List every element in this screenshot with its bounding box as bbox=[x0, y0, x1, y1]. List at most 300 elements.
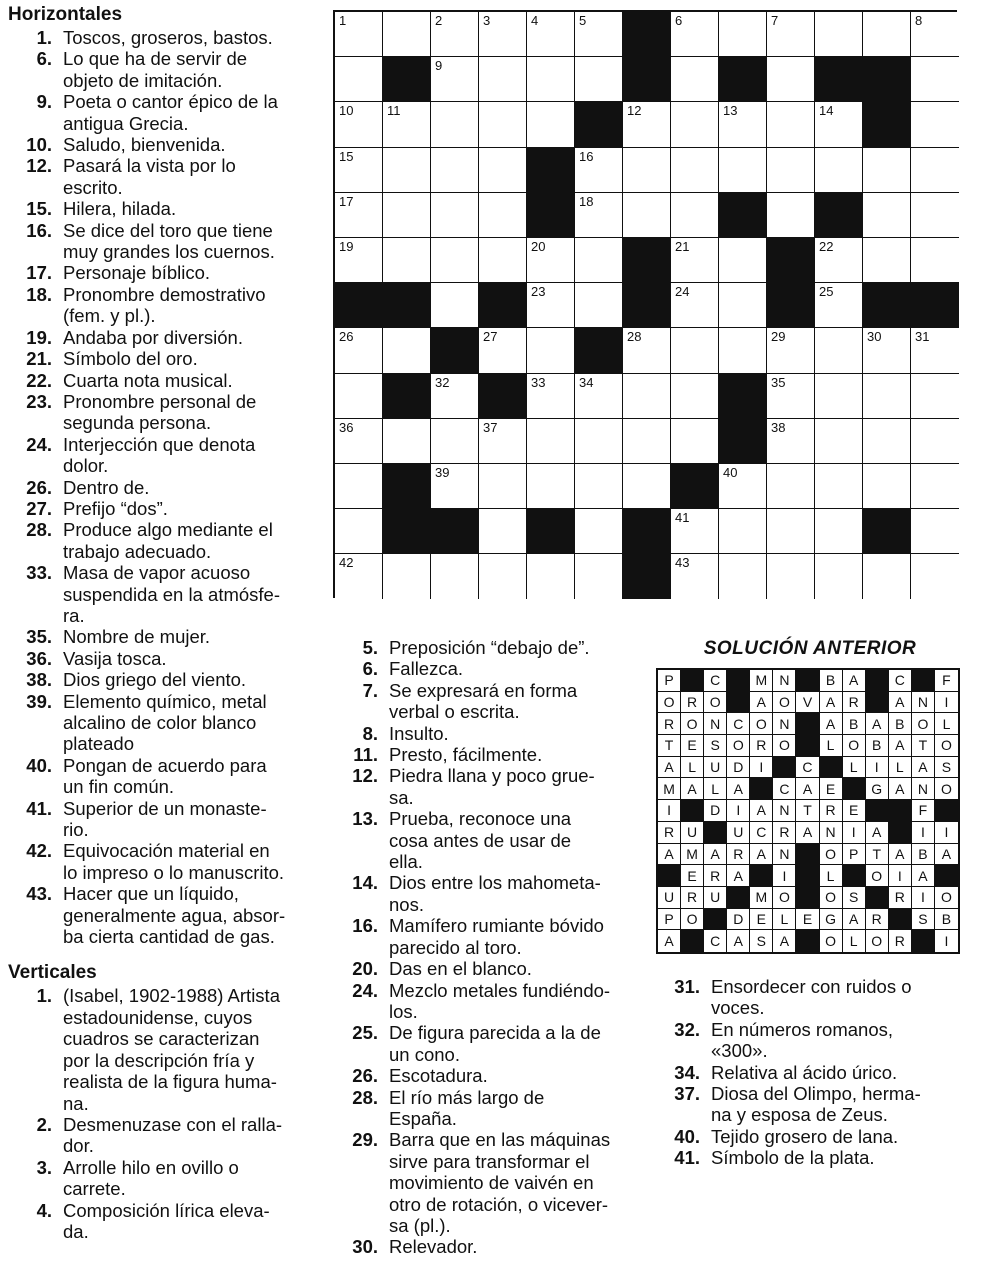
grid-cell[interactable] bbox=[431, 193, 479, 238]
solution-cell: A bbox=[658, 757, 681, 779]
grid-cell[interactable] bbox=[815, 238, 863, 283]
grid-cell[interactable] bbox=[767, 554, 815, 599]
solution-cell: O bbox=[866, 930, 889, 952]
solution-cell: L bbox=[704, 778, 727, 800]
clue-number: 27. bbox=[26, 497, 52, 519]
grid-cell[interactable] bbox=[911, 509, 959, 554]
grid-cell[interactable] bbox=[431, 238, 479, 283]
grid-cell[interactable] bbox=[575, 283, 623, 328]
clue-text: Prefijo “dos”. bbox=[63, 497, 168, 519]
clue-text: De figura parecida a la de un cono. bbox=[389, 1022, 601, 1065]
clue-item bbox=[8, 391, 318, 434]
solution-cell: E bbox=[681, 865, 704, 887]
grid-cell[interactable] bbox=[335, 193, 383, 238]
grid-cell[interactable] bbox=[815, 509, 863, 554]
grid-cell[interactable] bbox=[335, 148, 383, 193]
cell-number: 10 bbox=[339, 103, 354, 119]
grid-cell[interactable] bbox=[863, 148, 911, 193]
solution-cell: A bbox=[866, 822, 889, 844]
solution-cell: G bbox=[820, 909, 843, 931]
black-square bbox=[767, 283, 815, 328]
grid-cell[interactable] bbox=[575, 509, 623, 554]
clue-text: Pronombre demostrativo (fem. y pl.). bbox=[63, 283, 266, 327]
grid-cell[interactable] bbox=[335, 57, 383, 102]
clue-text: Arrolle hilo en ovillo o carrete. bbox=[63, 1156, 239, 1200]
solution-cell: M bbox=[750, 670, 773, 692]
clue-text: Ensordecer con ruidos o voces. bbox=[711, 976, 912, 1019]
grid-cell[interactable] bbox=[671, 419, 719, 464]
grid-cell[interactable] bbox=[911, 238, 959, 283]
clue-item bbox=[8, 519, 318, 562]
solution-cell: A bbox=[935, 844, 958, 866]
black-square bbox=[431, 328, 479, 373]
clue-item bbox=[8, 370, 318, 391]
cell-number: 26 bbox=[339, 329, 354, 345]
grid-cell[interactable] bbox=[575, 554, 623, 599]
solution-cell: R bbox=[889, 930, 912, 952]
grid-cell[interactable] bbox=[671, 57, 719, 102]
clue-item bbox=[8, 648, 318, 669]
clue-text: Das en el blanco. bbox=[389, 958, 532, 980]
grid-cell[interactable] bbox=[527, 554, 575, 599]
grid-cell[interactable] bbox=[911, 57, 959, 102]
grid-cell[interactable] bbox=[479, 12, 527, 57]
cell-number: 28 bbox=[627, 329, 642, 345]
cell-number: 16 bbox=[579, 148, 594, 164]
cell-number: 6 bbox=[675, 13, 683, 28]
solution-cell: R bbox=[843, 692, 866, 714]
clue-text: Lo que ha de servir de objeto de imitación. bbox=[63, 48, 248, 91]
grid-cell[interactable] bbox=[671, 509, 719, 554]
clue-text: Saludo, bienvenida. bbox=[63, 134, 226, 156]
clue-text: Hacer que un líquido, generalmente agua, absor- ba cierta cantidad de gas. bbox=[63, 883, 286, 948]
solution-cell: O bbox=[935, 778, 958, 800]
solution-cell: A bbox=[727, 865, 750, 887]
grid-cell[interactable] bbox=[383, 238, 431, 283]
clue-item bbox=[8, 262, 318, 283]
grid-cell[interactable] bbox=[527, 374, 575, 419]
grid-cell[interactable] bbox=[431, 554, 479, 599]
black-square bbox=[815, 193, 863, 238]
clue-number: 29. bbox=[352, 1129, 378, 1151]
solution-cell: O bbox=[750, 713, 773, 735]
grid-cell[interactable] bbox=[863, 193, 911, 238]
grid-cell[interactable] bbox=[815, 374, 863, 419]
grid-cell[interactable] bbox=[383, 554, 431, 599]
grid-cell[interactable] bbox=[431, 374, 479, 419]
clue-number: 42. bbox=[26, 840, 52, 862]
clue-number: 6. bbox=[36, 48, 52, 70]
grid-cell[interactable] bbox=[335, 509, 383, 554]
cell-number: 41 bbox=[675, 510, 690, 526]
clue-item bbox=[334, 658, 644, 679]
solution-cell: O bbox=[866, 865, 889, 887]
solution-cell: U bbox=[704, 757, 727, 779]
clue-item bbox=[8, 220, 318, 263]
grid-cell[interactable] bbox=[719, 464, 767, 509]
clue-number: 23. bbox=[26, 390, 52, 412]
grid-cell[interactable] bbox=[335, 419, 383, 464]
grid-cell[interactable] bbox=[527, 57, 575, 102]
verticales-clue-list-left bbox=[8, 985, 318, 1242]
solution-cell: L bbox=[889, 757, 912, 779]
grid-cell[interactable] bbox=[335, 464, 383, 509]
solution-cell: S bbox=[843, 887, 866, 909]
grid-cell[interactable] bbox=[575, 12, 623, 57]
black-square bbox=[335, 283, 383, 328]
grid-cell[interactable] bbox=[815, 554, 863, 599]
black-square bbox=[383, 374, 431, 419]
grid-cell[interactable] bbox=[527, 102, 575, 147]
grid-cell[interactable] bbox=[863, 238, 911, 283]
solution-cell: E bbox=[750, 909, 773, 931]
solution-black-square bbox=[796, 670, 819, 692]
solution-cell: B bbox=[935, 909, 958, 931]
clue-item bbox=[334, 637, 644, 658]
solution-cell: C bbox=[889, 670, 912, 692]
clue-item bbox=[8, 477, 318, 498]
grid-cell[interactable] bbox=[623, 328, 671, 373]
grid-cell[interactable] bbox=[863, 554, 911, 599]
clue-number: 24. bbox=[26, 433, 52, 455]
clue-text: Barra que en las máquinas sirve para transformar el movimiento de vaivén en otro de rotación, o vicever- sa (pl.). bbox=[389, 1129, 611, 1236]
cell-number: 40 bbox=[723, 464, 738, 480]
solution-cell: T bbox=[796, 800, 819, 822]
grid-cell[interactable] bbox=[671, 374, 719, 419]
solution-cell: R bbox=[681, 692, 704, 714]
solution-cell: D bbox=[727, 909, 750, 931]
grid-cell[interactable] bbox=[767, 102, 815, 147]
grid-cell[interactable] bbox=[335, 328, 383, 373]
solution-cell: A bbox=[727, 930, 750, 952]
grid-cell[interactable] bbox=[671, 238, 719, 283]
grid-cell[interactable] bbox=[383, 328, 431, 373]
grid-cell[interactable] bbox=[383, 12, 431, 57]
black-square bbox=[719, 193, 767, 238]
grid-cell[interactable] bbox=[623, 148, 671, 193]
cell-number: 1 bbox=[339, 13, 347, 28]
clue-item bbox=[8, 198, 318, 219]
solution-cell: B bbox=[889, 713, 912, 735]
clue-number: 35. bbox=[26, 626, 52, 648]
clue-text: Símbolo de la plata. bbox=[711, 1147, 875, 1169]
grid-cell[interactable] bbox=[671, 554, 719, 599]
clue-number: 3. bbox=[36, 1156, 52, 1178]
grid-cell[interactable] bbox=[815, 283, 863, 328]
grid-cell[interactable] bbox=[479, 148, 527, 193]
solution-cell: A bbox=[658, 930, 681, 952]
grid-cell[interactable] bbox=[815, 148, 863, 193]
solution-cell: C bbox=[704, 670, 727, 692]
grid-cell[interactable] bbox=[623, 193, 671, 238]
clue-text: Hilera, hilada. bbox=[63, 198, 177, 220]
grid-cell[interactable] bbox=[767, 509, 815, 554]
cell-number: 36 bbox=[339, 419, 354, 435]
clue-text: Composición lírica eleva- da. bbox=[63, 1199, 270, 1242]
grid-cell[interactable] bbox=[671, 148, 719, 193]
clue-item bbox=[656, 1062, 956, 1083]
solution-cell: A bbox=[750, 692, 773, 714]
grid-cell[interactable] bbox=[719, 102, 767, 147]
grid-cell[interactable] bbox=[575, 238, 623, 283]
clue-number: 1. bbox=[36, 27, 52, 48]
solution-cell: A bbox=[843, 909, 866, 931]
clue-item bbox=[8, 883, 318, 947]
clue-number: 28. bbox=[352, 1086, 378, 1108]
grid-cell[interactable] bbox=[479, 554, 527, 599]
black-square bbox=[623, 238, 671, 283]
clue-text: Mamífero rumiante bóvido parecido al toro. bbox=[389, 915, 604, 958]
solution-cell: A bbox=[843, 670, 866, 692]
black-square bbox=[767, 238, 815, 283]
solution-cell: I bbox=[773, 865, 796, 887]
clue-item bbox=[656, 1019, 956, 1062]
clue-number: 2. bbox=[36, 1113, 52, 1135]
solution-black-square bbox=[796, 713, 819, 735]
solution-cell: E bbox=[681, 735, 704, 757]
clue-number: 19. bbox=[26, 326, 52, 348]
grid-cell[interactable] bbox=[767, 57, 815, 102]
clue-text: Dentro de. bbox=[63, 476, 150, 498]
clue-number: 41. bbox=[26, 797, 52, 819]
grid-cell[interactable] bbox=[479, 509, 527, 554]
solution-black-square bbox=[750, 778, 773, 800]
grid-cell[interactable] bbox=[815, 419, 863, 464]
grid-cell[interactable] bbox=[911, 374, 959, 419]
solution-cell: O bbox=[843, 735, 866, 757]
grid-cell[interactable] bbox=[479, 238, 527, 283]
black-square bbox=[623, 12, 671, 57]
grid-cell[interactable] bbox=[671, 328, 719, 373]
clue-number: 14. bbox=[352, 872, 378, 894]
grid-cell[interactable] bbox=[911, 328, 959, 373]
grid-cell[interactable] bbox=[575, 374, 623, 419]
grid-cell[interactable] bbox=[719, 148, 767, 193]
grid-cell[interactable] bbox=[335, 554, 383, 599]
grid-cell[interactable] bbox=[431, 148, 479, 193]
solution-cell: P bbox=[843, 844, 866, 866]
solution-cell: R bbox=[866, 909, 889, 931]
solution-cell: R bbox=[704, 865, 727, 887]
clue-text: Pongan de acuerdo para un fin común. bbox=[63, 754, 267, 798]
solution-cell: O bbox=[658, 692, 681, 714]
grid-cell[interactable] bbox=[431, 464, 479, 509]
solution-black-square bbox=[912, 670, 935, 692]
grid-cell[interactable] bbox=[527, 238, 575, 283]
grid-cell[interactable] bbox=[911, 554, 959, 599]
solution-black-square bbox=[935, 800, 958, 822]
clue-number: 9. bbox=[36, 91, 52, 113]
solution-cell: S bbox=[704, 735, 727, 757]
clue-text: En números romanos, «300». bbox=[711, 1018, 894, 1062]
grid-cell[interactable] bbox=[815, 12, 863, 57]
grid-cell[interactable] bbox=[623, 374, 671, 419]
solution-black-square bbox=[866, 692, 889, 714]
grid-cell[interactable] bbox=[911, 464, 959, 509]
grid-cell[interactable] bbox=[431, 12, 479, 57]
solution-black-square bbox=[866, 887, 889, 909]
grid-cell[interactable] bbox=[623, 419, 671, 464]
cell-number: 29 bbox=[771, 329, 786, 345]
grid-cell[interactable] bbox=[527, 283, 575, 328]
clue-number: 21. bbox=[26, 348, 52, 370]
solution-cell: U bbox=[658, 887, 681, 909]
clue-number: 16. bbox=[26, 219, 52, 241]
grid-cell[interactable] bbox=[575, 419, 623, 464]
grid-cell[interactable] bbox=[623, 102, 671, 147]
grid-cell[interactable] bbox=[719, 12, 767, 57]
grid-cell[interactable] bbox=[479, 419, 527, 464]
grid-cell[interactable] bbox=[335, 102, 383, 147]
cell-number: 42 bbox=[339, 555, 354, 571]
solution-cell: A bbox=[912, 757, 935, 779]
grid-cell[interactable] bbox=[431, 419, 479, 464]
grid-cell[interactable] bbox=[863, 464, 911, 509]
solution-cell: B bbox=[866, 735, 889, 757]
grid-cell[interactable] bbox=[575, 57, 623, 102]
grid-cell[interactable] bbox=[815, 328, 863, 373]
solution-cell: O bbox=[681, 713, 704, 735]
grid-cell[interactable] bbox=[527, 464, 575, 509]
grid-cell[interactable] bbox=[335, 238, 383, 283]
cell-number: 22 bbox=[819, 238, 834, 254]
black-square bbox=[863, 283, 911, 328]
grid-cell[interactable] bbox=[863, 12, 911, 57]
grid-cell[interactable] bbox=[767, 328, 815, 373]
grid-cell[interactable] bbox=[767, 193, 815, 238]
clue-number: 13. bbox=[352, 808, 378, 830]
grid-cell[interactable] bbox=[479, 328, 527, 373]
grid-cell[interactable] bbox=[383, 419, 431, 464]
solution-cell: N bbox=[912, 692, 935, 714]
grid-cell[interactable] bbox=[815, 102, 863, 147]
grid-cell[interactable] bbox=[767, 12, 815, 57]
clue-item bbox=[8, 27, 318, 48]
grid-cell[interactable] bbox=[671, 102, 719, 147]
grid-cell[interactable] bbox=[671, 193, 719, 238]
grid-cell[interactable] bbox=[863, 328, 911, 373]
solution-cell: O bbox=[727, 735, 750, 757]
solution-cell: M bbox=[658, 778, 681, 800]
black-square bbox=[623, 554, 671, 599]
black-square bbox=[863, 102, 911, 147]
cell-number: 3 bbox=[483, 13, 491, 28]
solution-cell: L bbox=[820, 865, 843, 887]
solution-cell: N bbox=[704, 713, 727, 735]
grid-cell[interactable] bbox=[431, 283, 479, 328]
grid-cell[interactable] bbox=[719, 328, 767, 373]
solution-cell: T bbox=[658, 735, 681, 757]
grid-cell[interactable] bbox=[671, 283, 719, 328]
grid-cell[interactable] bbox=[767, 374, 815, 419]
clue-text: Interjección que denota dolor. bbox=[63, 433, 256, 477]
grid-cell[interactable] bbox=[575, 148, 623, 193]
clue-text: Masa de vapor acuoso suspendida en la atmósfe- ra. bbox=[63, 562, 280, 626]
solution-grid bbox=[656, 668, 960, 954]
clue-number: 4. bbox=[36, 1199, 52, 1221]
grid-cell[interactable] bbox=[719, 509, 767, 554]
grid-cell[interactable] bbox=[911, 12, 959, 57]
clue-item bbox=[8, 134, 318, 155]
grid-cell[interactable] bbox=[863, 419, 911, 464]
grid-cell[interactable] bbox=[767, 148, 815, 193]
grid-cell[interactable] bbox=[719, 554, 767, 599]
solution-black-square bbox=[681, 800, 704, 822]
grid-cell[interactable] bbox=[911, 102, 959, 147]
grid-cell[interactable] bbox=[527, 328, 575, 373]
grid-cell[interactable] bbox=[623, 464, 671, 509]
grid-cell[interactable] bbox=[383, 148, 431, 193]
grid-cell[interactable] bbox=[575, 464, 623, 509]
grid-cell[interactable] bbox=[575, 193, 623, 238]
grid-cell[interactable] bbox=[767, 464, 815, 509]
grid-cell[interactable] bbox=[863, 374, 911, 419]
clue-number: 38. bbox=[26, 669, 52, 691]
solution-cell: P bbox=[658, 670, 681, 692]
clue-item bbox=[656, 1147, 956, 1168]
clue-item bbox=[8, 562, 318, 626]
solution-cell: I bbox=[944, 933, 949, 950]
clue-item bbox=[8, 755, 318, 798]
grid-cell[interactable] bbox=[719, 238, 767, 283]
grid-cell[interactable] bbox=[479, 193, 527, 238]
grid-cell[interactable] bbox=[815, 464, 863, 509]
clue-item bbox=[656, 976, 956, 1019]
black-square bbox=[623, 509, 671, 554]
solution-black-square bbox=[773, 757, 796, 779]
grid-cell[interactable] bbox=[431, 102, 479, 147]
solution-cell: N bbox=[820, 822, 843, 844]
grid-cell[interactable] bbox=[383, 102, 431, 147]
clue-item bbox=[8, 498, 318, 519]
solution-cell: E bbox=[843, 800, 866, 822]
solution-cell: L bbox=[843, 757, 866, 779]
clue-number: 43. bbox=[26, 883, 52, 905]
grid-cell[interactable] bbox=[671, 12, 719, 57]
clue-text: Equivocación material en lo impreso o lo manuscrito. bbox=[63, 840, 285, 883]
grid-cell[interactable] bbox=[479, 464, 527, 509]
solution-black-square bbox=[796, 887, 819, 909]
grid-cell[interactable] bbox=[527, 12, 575, 57]
clue-item bbox=[334, 1129, 644, 1236]
grid-cell[interactable] bbox=[479, 102, 527, 147]
clue-number: 40. bbox=[674, 1125, 700, 1147]
grid-cell[interactable] bbox=[767, 419, 815, 464]
clue-text: Produce algo mediante el trabajo adecuado. bbox=[63, 519, 273, 562]
grid-cell[interactable] bbox=[527, 419, 575, 464]
clue-text: Cuarta nota musical. bbox=[63, 369, 233, 391]
cell-number: 4 bbox=[531, 13, 539, 28]
solution-cell: R bbox=[750, 735, 773, 757]
grid-cell[interactable] bbox=[719, 283, 767, 328]
grid-cell[interactable] bbox=[479, 57, 527, 102]
solution-black-square bbox=[889, 822, 912, 844]
grid-cell[interactable] bbox=[911, 419, 959, 464]
grid-cell[interactable] bbox=[383, 193, 431, 238]
solution-cell: B bbox=[820, 670, 843, 692]
cell-number: 8 bbox=[915, 13, 923, 28]
grid-cell[interactable] bbox=[335, 12, 383, 57]
grid-cell[interactable] bbox=[335, 374, 383, 419]
solution-cell: N bbox=[773, 670, 796, 692]
clue-item bbox=[334, 808, 644, 872]
grid-cell[interactable] bbox=[911, 148, 959, 193]
grid-cell[interactable] bbox=[431, 57, 479, 102]
solution-cell: A bbox=[889, 692, 912, 714]
clue-number: 6. bbox=[362, 658, 378, 680]
grid-cell[interactable] bbox=[911, 193, 959, 238]
solution-cell: L bbox=[820, 735, 843, 757]
